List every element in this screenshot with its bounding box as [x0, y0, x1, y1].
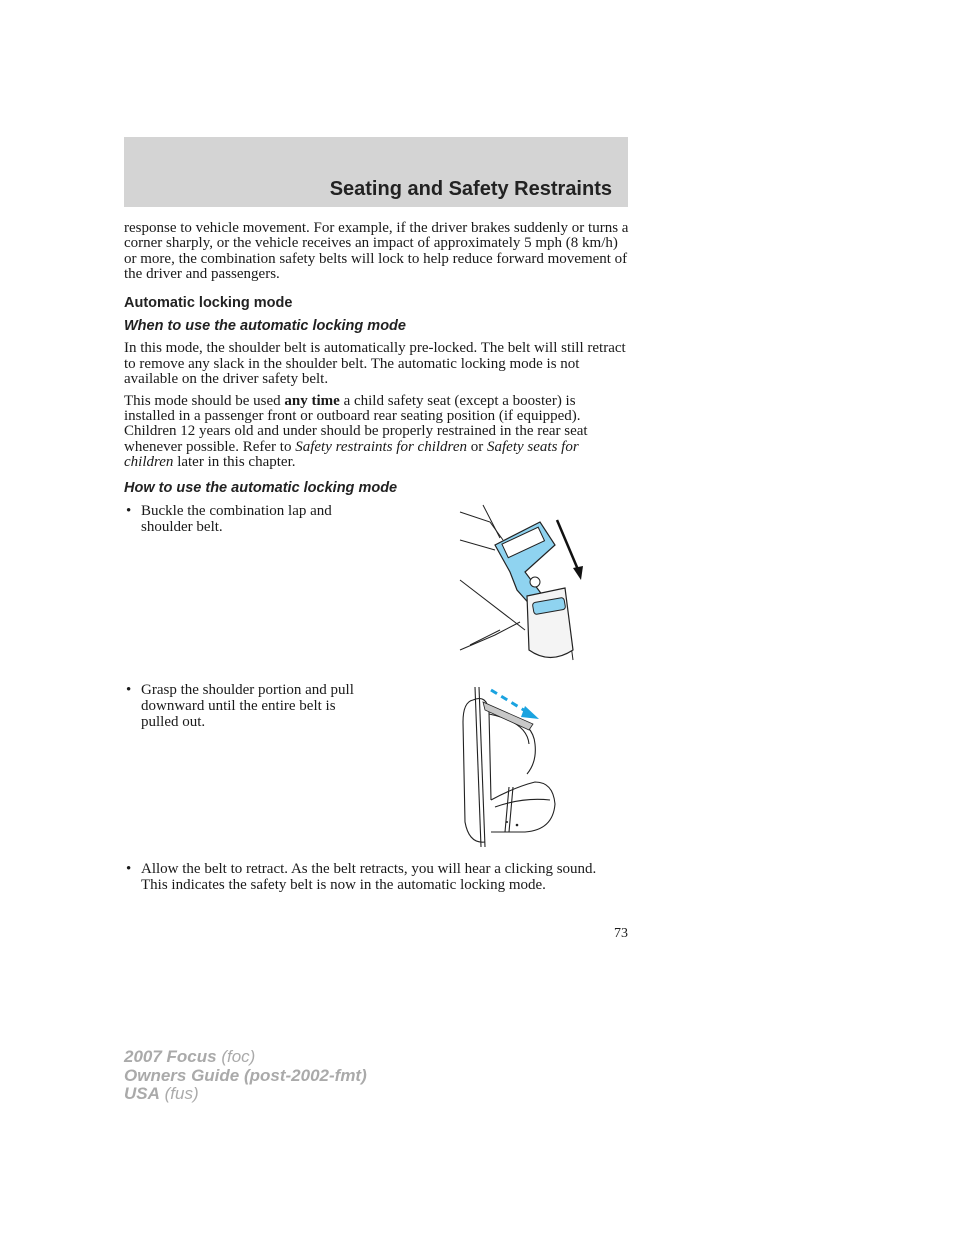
bullet-symbol: • — [126, 861, 132, 877]
footer-line-3 — [124, 1085, 367, 1104]
text-run: or — [467, 438, 487, 455]
how-to-use-heading: How to use the automatic locking mode — [124, 479, 398, 496]
ref-safety-restraints-children: Safety restraints for children — [295, 438, 467, 455]
bullet-text: Allow the belt to retract. As the belt retracts, you will hear a clicking sound. This indicates the safety belt is now in the automatic locking mode. — [141, 861, 597, 893]
footer-market-code: (fus) — [159, 1084, 199, 1103]
text-run: later in this chapter. — [173, 454, 296, 471]
seat-belt-illustration — [455, 682, 565, 850]
emphasis-any-time: any time — [284, 392, 340, 409]
when-to-use-heading: When to use the automatic locking mode — [124, 318, 406, 335]
bullet-item-1 — [124, 503, 374, 535]
footer-line-1 — [124, 1048, 367, 1067]
ref-safety-seats-children: Safety seats for children — [124, 438, 579, 471]
footer-model-code: (foc) — [216, 1047, 256, 1066]
footer-guide: Owners Guide (post-2002-fmt) — [124, 1065, 367, 1085]
text-run: This mode should be used — [124, 392, 285, 409]
automatic-locking-heading: Automatic locking mode — [124, 294, 293, 311]
bullet-symbol: • — [126, 682, 132, 698]
footer-model: 2007 Focus — [124, 1047, 217, 1066]
bullet-item-2 — [124, 682, 374, 730]
when-paragraph-1: In this mode, the shoulder belt is automatically pre-locked. The belt will still retract to remove any slack in the shoulder belt. The automatic locking mode is not available on the driver safety belt. — [124, 340, 626, 388]
buckle-illustration — [455, 500, 590, 665]
page-number: 73 — [614, 926, 628, 941]
main-content — [124, 221, 630, 503]
bullet-symbol: • — [126, 503, 132, 519]
text-run: a child safety seat (except a booster) is installed in a passenger front or outboard rear seating position (if equipped). Children 12 years old and under should be properly restrained in the rear seat whenever possible. Refer to — [124, 392, 588, 455]
bullet-text: Grasp the shoulder portion and pull downward until the entire belt is pulled out. — [141, 682, 354, 730]
bullet-item-3 — [124, 861, 624, 893]
document-footer — [124, 1048, 367, 1104]
footer-line-2 — [124, 1067, 367, 1086]
section-title: Seating and Safety Restraints — [329, 178, 612, 200]
footer-market: USA — [124, 1084, 160, 1103]
bullet-text: Buckle the combination lap and shoulder belt. — [141, 503, 332, 535]
when-paragraph-2 — [124, 394, 630, 471]
intro-paragraph: response to vehicle movement. For example, if the driver brakes suddenly or turns a corner sharply, or the vehicle receives an impact of approximately 5 mph (8 km/h) or more, the combination safety belts will lock to help reduce forward movement of the driver and passengers. — [124, 220, 629, 283]
section-header-band — [124, 137, 628, 207]
